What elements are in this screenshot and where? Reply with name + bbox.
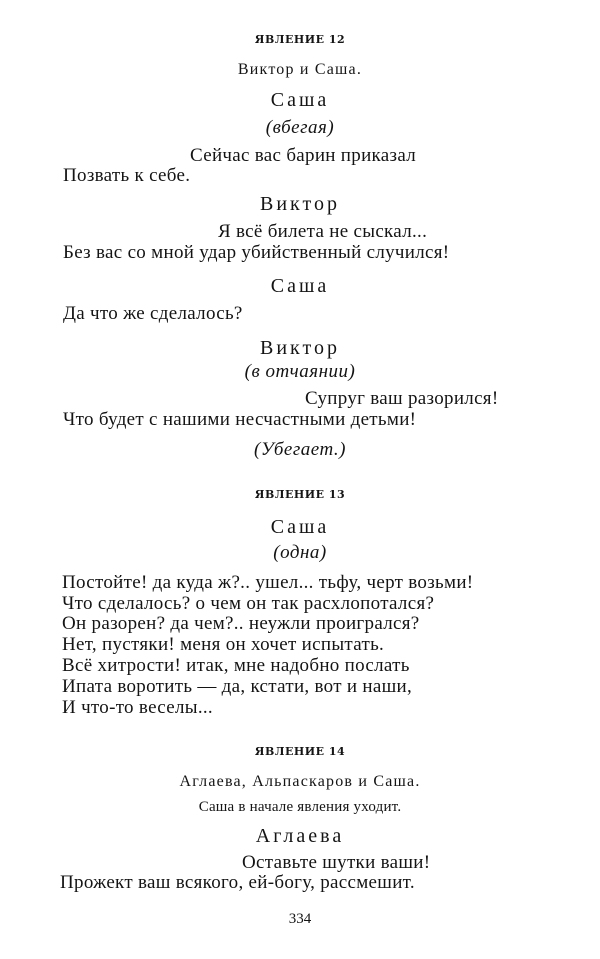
verse-line: Сейчас вас барин приказал — [190, 145, 416, 166]
verse-line: Что сделалось? о чем он так расхлопотался? — [62, 593, 435, 614]
stage-direction: (вбегая) — [265, 117, 335, 138]
verse-line: Позвать к себе. — [63, 165, 191, 186]
verse-line: Ипата воротить — да, кстати, вот и наши, — [62, 676, 413, 697]
verse-line: И что-то веселы... — [62, 697, 213, 718]
stage-direction: (в отчаянии) — [244, 361, 356, 382]
scene-heading: ЯВЛЕНИЕ 14 — [254, 745, 346, 758]
character-name: Саша — [270, 89, 330, 111]
scene-heading: ЯВЛЕНИЕ 12 — [254, 33, 346, 46]
verse-line: Прожект ваш всякого, ей-богу, рассмешит. — [60, 872, 415, 893]
verse-line: Постойте! да куда ж?.. ушел... тьфу, черт возьми! — [62, 572, 474, 593]
character-name: Виктор — [260, 193, 340, 215]
page-number: 334 — [288, 911, 312, 927]
verse-line: Он разорен? да чем?.. неужли проигрался? — [62, 613, 420, 634]
character-name: Саша — [270, 275, 330, 297]
verse-line: Супруг ваш разорился! — [305, 388, 499, 409]
verse-line: Всё хитрости! итак, мне надобно послать — [62, 655, 410, 676]
stage-direction: (одна) — [273, 542, 327, 563]
verse-line: Я всё билета не сыскал... — [218, 221, 428, 242]
verse-line: Нет, пустяки! меня он хочет испытать. — [62, 634, 385, 655]
scene-note: Саша в начале явления уходит. — [198, 799, 402, 815]
character-name: Виктор — [260, 337, 340, 359]
scene-cast: Виктор и Саша. — [237, 61, 363, 78]
verse-line: Да что же сделалось? — [63, 303, 243, 324]
scene-cast: Аглаева, Альпаскаров и Саша. — [179, 773, 421, 790]
verse-line: Без вас со мной удар убийственный случился! — [63, 242, 450, 263]
stage-direction: (Убегает.) — [254, 439, 346, 460]
verse-line: Что будет с нашими несчастными детьми! — [63, 409, 417, 430]
character-name: Аглаева — [255, 825, 345, 847]
scene-heading: ЯВЛЕНИЕ 13 — [254, 488, 346, 501]
character-name: Саша — [270, 516, 330, 538]
verse-line: Оставьте шутки ваши! — [242, 852, 431, 873]
